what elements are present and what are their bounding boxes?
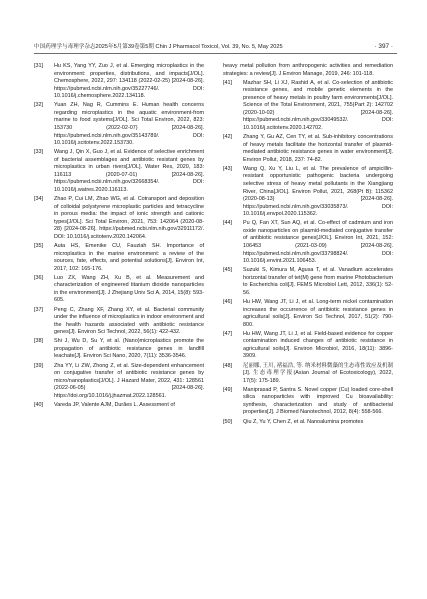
reference-text: Zhao P, Cui LM, Zhao WG, et al. Cotransport and deposition of colloidal polystyrene microplastic particles and tetracycline in porous media: the impact of ionic strength and cationic types[J/OL]. Sci Total Environ, 2021, 753: 142064 (2020-08-28) [2024-08-26]. https://pubmed.ncbi.nlm.nih.gov/32911172/. DOI: 10.1016/j.scitotenv.2020.142064. [54,196,204,240]
reference-entry [34,338,204,361]
reference-number: [38] [34,338,44,345]
reference-number: [49] [223,386,233,393]
reference-number: [37] [34,306,44,313]
reference-entry [34,402,204,410]
reference-number: [50] [223,418,233,425]
reference-text: Hu HW, Wang JT, Li J, et al. Long-term nickel contamination increases the occurrence of antibiotic resistance genes in agricultural soils[J]. Environ Sci Technol, 2017, 51(2): 790-800. [243,298,393,328]
reference-text: Pu Q, Fan XT, Sun AQ, et al. Co-effect of cadmium and iron oxide nanoparticles on plasmid-mediated conjugative transfer of antibiotic resistance genes[J/OL]. Environ Int, 2021, 152: 106453 (2021-03-09) [2024-08-26]. https://pubmed.ncbi.nlm.nih.gov/33798824/. DOI: 10.1016/j.envint.2021.106453. [243,220,393,265]
reference-text: Vareda JP, Valente AJM, Durães L. Assessment of [54,401,175,408]
reference-entry [223,363,393,386]
reference-entry [223,267,393,297]
reference-text: Luo ZX, Wang ZH, Xu B, et al. Measurement and characterization of engineered titanium dioxide nanoparticles in the environment[J]. J Zhejiang Univ Sci A, 2014, 15(8): 593-605. [54,274,204,304]
reference-number: [48] [223,362,233,369]
page-separator: · [374,43,377,50]
reference-entry [34,307,204,337]
reference-number: [31] [34,63,44,69]
reference-text: Qiu Z, Yu Y, Chen Z, et al. Nanoalumina promotes [243,418,364,425]
reference-number: [32] [34,102,44,109]
reference-text: Suzuki S, Kimura M, Agusa T, et al. Vanadium accelerates horizontal transfer of tet(M) gene from marine Photobacterium to Escherichia coli[J]. FEMS Microbiol Lett, 2012, 336(1): 52-56. [243,267,393,296]
reference-number: [40] [34,401,44,408]
reference-entry [223,331,393,361]
page-number-value: 397 [378,43,390,50]
reference-number: [45] [223,267,233,274]
reference-text: Yuan ZH, Nag R, Cummins E. Human health concerns regarding microplastics in the aquatic environment-from marine to food systems[J/OL]. Sci Total Environ, 2022, 823: 153730 (2022-02-07) [2024-08-26]. https://pubmed.ncbi.nlm.nih.gov/35143789/. DOI: 10.1016/j.scitotenv.2022.153730. [54,102,204,147]
journal-citation: 中国药理学与毒理学杂志2025年5月第39卷第5期 Chin J Pharmacol Toxicol, Vol. 39, No. 5, May 2025 [34,44,283,50]
reference-text: Wang J, Qin X, Guo J, et al. Evidence of selective enrichment of bacterial assemblages and antibiotic resistant genes by microplastics in urban rivers[J/OL]. Water Res, 2020, 183: 116113 (2020-07-01) [2024-08-26]. https://pubmed.ncbi.nlm.nih.gov/32668354/. DOI: 10.1016/j.watres.2020.116113. [54,149,204,193]
reference-entry [223,299,393,329]
running-header [34,41,397,54]
reference-number: [46] [223,298,233,305]
reference-number: [33] [34,149,44,156]
reference-entry [34,102,204,147]
reference-entry [223,387,393,417]
reference-text: Maniprasad P, Santra S. Novel copper (Cu) loaded core-shell silica nanoparticles with improved Cu bioavailability: synthesis, characterization and study of antibacterial properties[J]. J Biomed Nanotechnol, 2012, 8(4): 558-566. [243,386,393,416]
reference-entry [223,220,393,265]
reference-number: [41] [223,79,233,86]
reference-entry [34,149,204,194]
references-right-column [223,63,393,428]
reference-text: Auta HS, Emenike CU, Fauziah SH. Importance of microplastics in the marine environment: a review of the sources, fate, effects, and potential solutions[J]. Environ Int, 2017, 102: 165-176. [54,242,204,272]
reference-entry [223,166,393,219]
reference-number: [39] [34,362,44,369]
reference-text: heavy metal pollution from anthropogenic activities and remediation strategies: a review[J]. J Environ Manage, 2019, 246: 101-118. [223,63,393,77]
reference-number: [47] [223,330,233,337]
reference-entry [34,196,204,241]
reference-text: Zha YY, Li ZW, Zhong Z, et al. Size-dependent enhancement on conjugative transfer of antibiotic resistance genes by micro/nanoplastics[J/OL]. J Hazard Mater, 2022, 431: 128561 (2022-06-05) [2024-08-26]. https://doi.org/10.1016/j.jhazmat.2022.128561. [54,362,204,399]
reference-entry [223,419,393,427]
reference-text: Wang Q, Xu Y, Liu L, et al. The prevalence of ampicillin-resistant opportunistic pathogenic bacteria undergoing selective stress of heavy metal pollutants in the Xiangjiang River, China[J/OL]. Environ Pollut, 2021, 268(Pt B): 115362 (2020-08-13) [2024-08-26]. https://pubmed.ncbi.nlm.nih.gov/33035873/. DOI: 10.1016/j.envpol.2020.115362. [243,165,393,218]
reference-entry [34,275,204,305]
reference-text: Zhang Y, Gu AZ, Cen TY, et al. Sub-inhibitory concentrations of heavy metals facilitate the horizontal transfer of plasmid-mediated antibiotic resistance genes in water environment[J]. Environ Pollut, 2018, 237: 74-82. [243,134,393,163]
reference-text: Hu KS, Yang YY, Zuo J, et al. Emerging microplastics in the environment: properties, distributions, and impacts[J/OL]. Chemosphere, 2022, 297: 134118 (2022-02-25) [2024-08-26]. https://pubmed.ncbi.nlm.nih.gov/35227746/. DOI: 10.1016/j.chemosphere.2022.134118. [54,63,204,100]
reference-text: Mazhar SH, Li XJ, Rashid A, et al. Co-selection of antibiotic resistance genes, and mobile genetic elements in the presence of heavy metals in poultry farm environments[J/OL]. Science of the Total Environment, 2021, 755(Part 2): 142702 (2020-10-02) [2024-08-26]. https://pubmed.ncbi.nlm.nih.gov/33049532/. DOI: 10.1016/j.scitotenv.2020.142702. [243,79,393,131]
reference-entry [34,63,204,101]
reference-entry [223,80,393,133]
page-number: · 397 · [374,43,393,50]
reference-entry [34,243,204,273]
reference-entry [223,63,393,78]
references-left-column [34,63,204,411]
reference-number: [35] [34,242,44,249]
reference-text: Hu HW, Wang JT, Li J, et al. Field-based evidence for copper contamination induced changes of antibiotic resistance in agricultural soils[J]. Environ Microbiol, 2016, 18(11): 3896-3909. [243,330,393,360]
reference-entry [34,363,204,401]
reference-text: Shi J, Wu D, Su Y, et al. (Nano)microplastics promote the propagation of antibiotic resistance genes in landfill leachate[J]. Environ Sci Nano, 2020, 7(11): 3536-3546. [54,338,204,360]
reference-number: [42] [223,134,233,141]
reference-text: Peng C, Zhang XF, Zhang XY, et al. Bacterial community under the influence of microplastics in indoor environment and the health hazards associated with antibiotic resistance genes[J]. Environ Sci Technol, 2022, 56(1): 422-432. [54,306,204,336]
reference-number: [34] [34,196,44,203]
reference-number: [43] [223,165,233,172]
reference-entry [223,134,393,164]
reference-number: [36] [34,274,44,281]
reference-number: [44] [223,220,233,227]
reference-text: 尼丽娜, 王川, 褚福浩, 等. 纳米材料微藻的生态毒性效应及机制[J]. 生态毒理学报(Asian Journal of Ecotoxicology), 2022, 17(5): 175-189. [243,362,393,384]
